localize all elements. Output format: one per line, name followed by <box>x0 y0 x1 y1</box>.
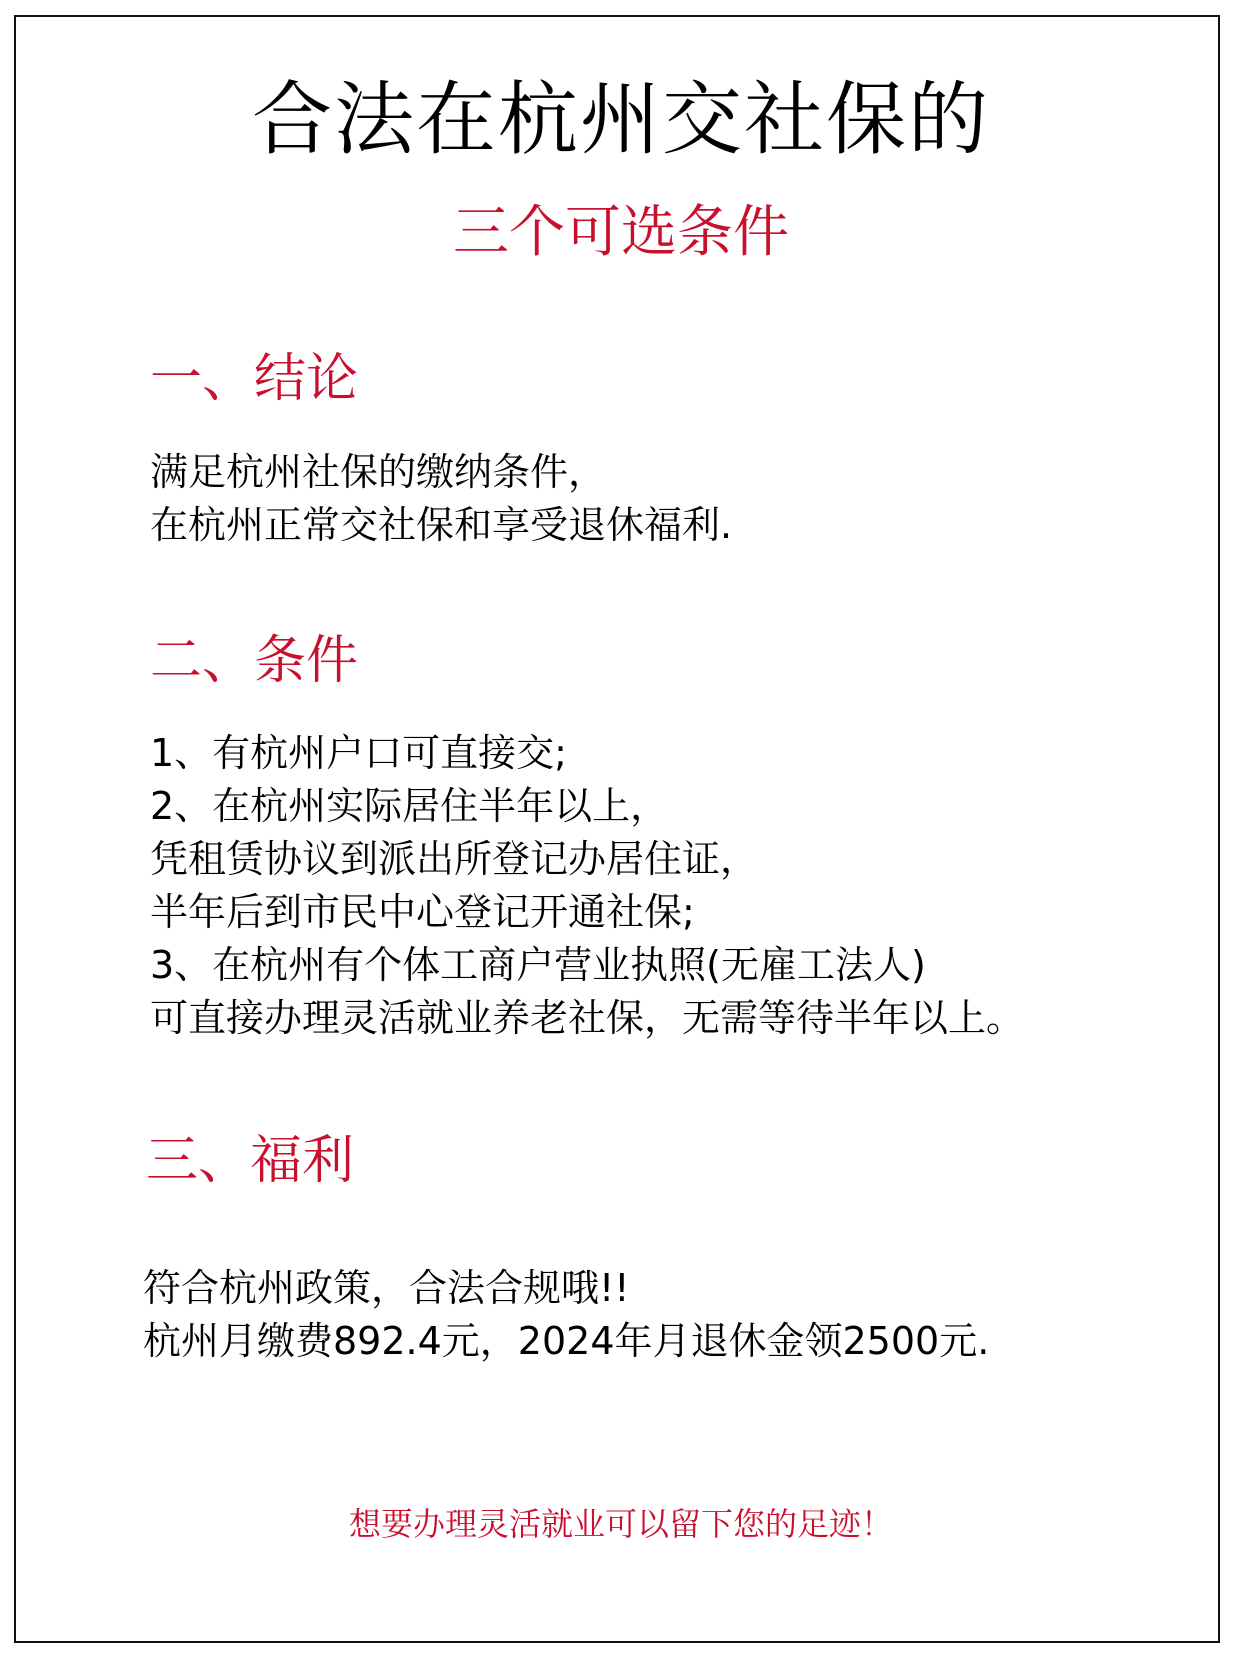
paragraph-line: 凭租赁协议到派出所登记办居住证， <box>150 837 759 881</box>
paragraph-line: 2、在杭州实际居住半年以上， <box>150 784 669 828</box>
footer-note: 想要办理灵活就业可以留下您的足迹！ <box>348 1505 893 1543</box>
section-heading-conclusion: 一、结论 <box>150 349 359 409</box>
paragraph-line: 1、有杭州户口可直接交; <box>150 731 567 775</box>
section-body-conditions <box>150 727 1024 1045</box>
paragraph-line: 在杭州正常交社保和享受退休福利. <box>150 503 733 547</box>
section-heading-conditions: 二、条件 <box>150 631 359 691</box>
paragraph-line: 3、在杭州有个体工商户营业执照(无雇工法人) <box>150 943 926 987</box>
paragraph-line: 杭州月缴费892.4元，2024年月退休金领2500元. <box>143 1319 990 1363</box>
section-body-benefits <box>143 1262 989 1368</box>
paragraph-line: 半年后到市民中心登记开通社保; <box>150 890 695 934</box>
page-title: 合法在杭州交社保的 <box>252 73 990 166</box>
section-body-conclusion <box>150 446 732 552</box>
paragraph-line: 满足杭州社保的缴纳条件， <box>150 450 607 494</box>
page-subtitle: 三个可选条件 <box>453 200 789 265</box>
section-heading-benefits: 三、福利 <box>146 1131 355 1191</box>
paragraph-line: 可直接办理灵活就业养老社保，无需等待半年以上。 <box>150 996 1025 1040</box>
paragraph-line: 符合杭州政策，合法合规哦!! <box>143 1266 630 1310</box>
